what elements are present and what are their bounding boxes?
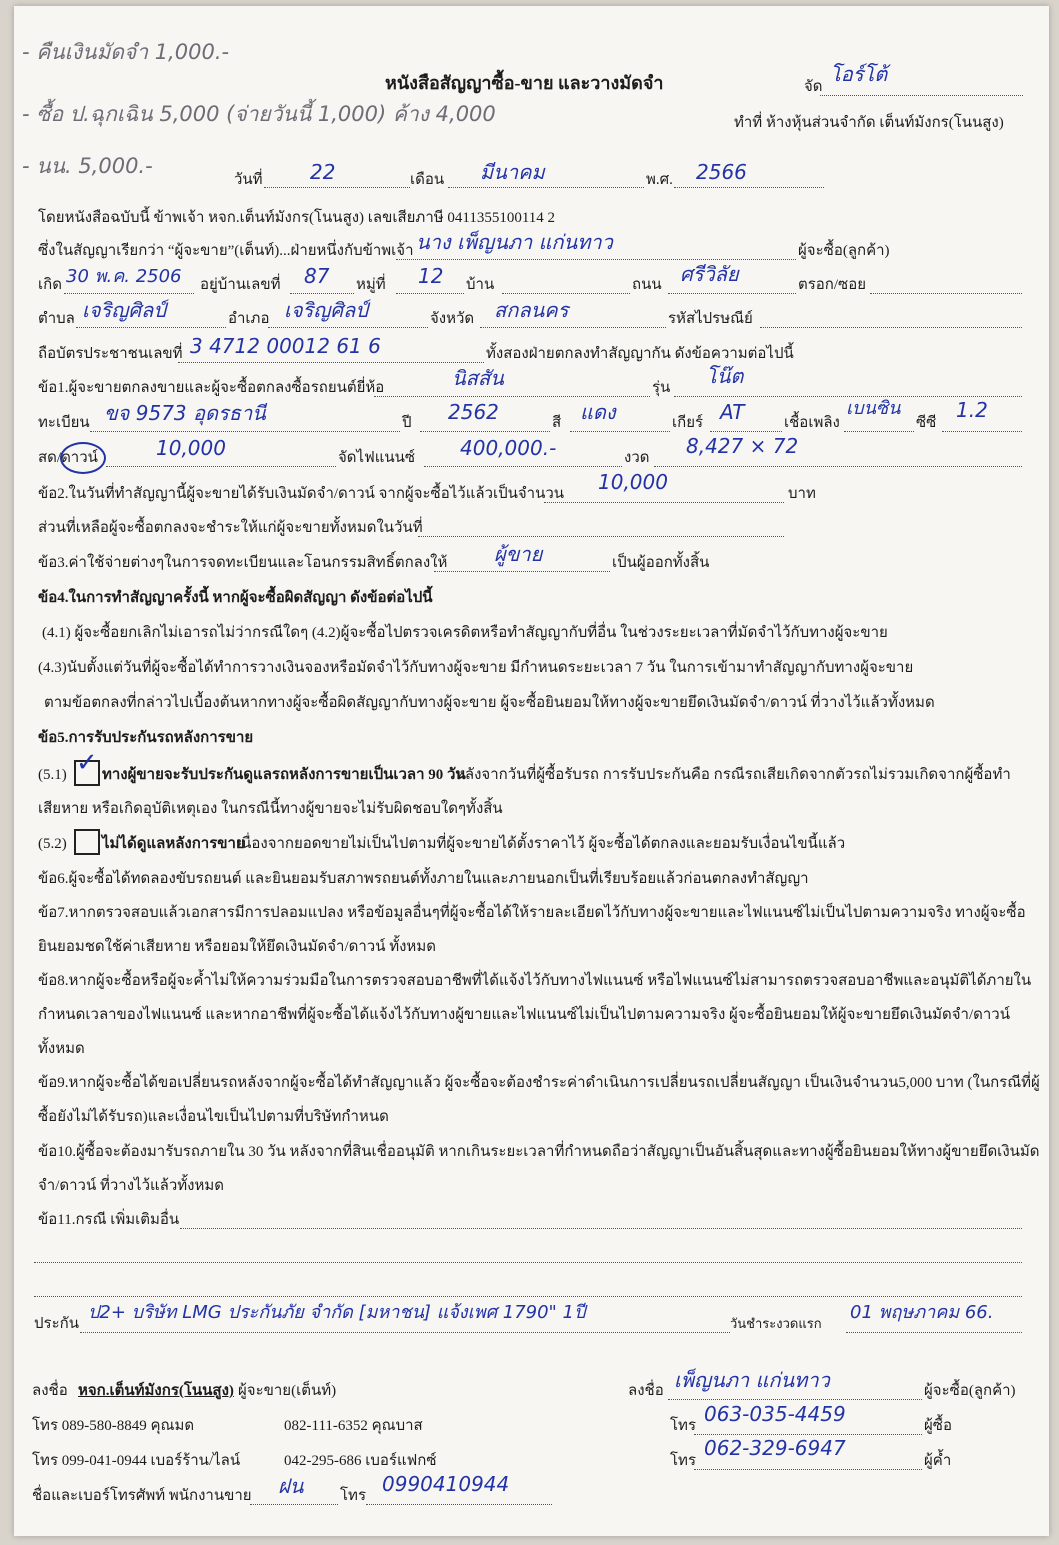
sales-label: ชื่อและเบอร์โทรศัพท์ พนักงานขาย (32, 1488, 252, 1504)
road-line (668, 293, 796, 294)
house-label: อยู่บ้านเลขที่ (200, 277, 281, 293)
first-payment-value: 01 พฤษภาคม 66. (850, 1302, 994, 1323)
clause8-line3: ทั้งหมด (38, 1041, 85, 1057)
moo-value: 12 (418, 264, 444, 288)
clause3-text: ข้อ3.ค่าใช้จ่ายต่างๆในการจดทะเบียนและโอนกรรมสิทธิ์ตกลงให้ (38, 555, 448, 571)
car-color: แดง (580, 400, 616, 424)
model-line (674, 396, 1022, 397)
first-payment-label: วันชำระงวดแรก (730, 1316, 822, 1331)
year-line (674, 187, 824, 188)
car-color-line (570, 431, 670, 432)
buyer-tel-line (694, 1434, 922, 1435)
reg-label: ทะเบียน (38, 415, 90, 431)
province-label: จังหวัด (430, 311, 475, 327)
sales-name: ฝน (278, 1474, 304, 1498)
clause5-option1-bold: ทางผู้ขายจะรับประกันดูแลรถหลังการขายเป็นเวลา 90 วัน (102, 767, 466, 783)
clause5-option1-line2: เสียหาย หรือเกิดอุบัติเหตุเอง ในกรณีนี้ทางผู้ขายจะไม่รับผิดชอบใดๆทั้งสิ้น (38, 801, 503, 817)
id-value: 3 4712 00012 61 6 (190, 334, 381, 358)
gear-label: เกียร์ (672, 415, 704, 431)
clause6-text: ข้อ6.ผู้จะซื้อได้ทดลองขับรถยนต์ และยินยอมรับสภาพรถยนต์ทั้งภายในและภายนอกเป็นที่เรียบร้อยแล้วก่อนตกลงทำสัญญา (38, 871, 809, 887)
sales-phone: 0990410944 (382, 1472, 510, 1496)
cc-value: 1.2 (956, 398, 988, 422)
down-circle-mark (60, 442, 106, 474)
clause2-text: ข้อ2.ในวันที่ทำสัญญานี้ผู้จะขายได้รับเงินมัดจำ/ดาวน์ จากผู้จะซื้อไว้แล้วเป็นจำนวน (38, 486, 565, 502)
clause2-amount-line (544, 502, 784, 503)
village-line (502, 293, 630, 294)
car-year-line (420, 431, 550, 432)
house-no: 87 (304, 264, 330, 288)
subdistrict-value: เจริญศิลป์ (82, 298, 166, 322)
shop-phone-2: 082-111-6352 คุณบาส (284, 1418, 423, 1434)
moo-label: หมู่ที่ (356, 277, 386, 293)
year-label: พ.ศ. (646, 172, 673, 188)
id-label: ถือบัตรประชาชนเลขที่ (38, 346, 183, 362)
margin-note-2: - ซื้อ ป.ฉุกเฉิน 5,000 (จ่ายวันนี้ 1,000) ค้าง 4,000 (22, 102, 496, 126)
clause11-line3 (34, 1296, 1022, 1297)
reg-line (90, 431, 400, 432)
down-line (106, 466, 336, 467)
born-line (64, 293, 194, 294)
sales-tel-label: โทร (340, 1488, 367, 1504)
buyer-suffix: ผู้จะซื้อ(ลูกค้า) (798, 243, 890, 259)
born-label: เกิด (38, 277, 62, 293)
seller-line: โดยหนังสือฉบับนี้ ข้าพเจ้า หจก.เต็นท์มังกร(โนนสูง) เลขเสียภาษี 0411355100114 2 (38, 210, 556, 226)
district-value: เจริญศิลป์ (284, 298, 368, 322)
postcode-line (760, 327, 1022, 328)
clause3-who: ผู้ขาย (494, 542, 543, 566)
inst-value: 8,427 × 72 (686, 434, 799, 458)
clause5-title: ข้อ5.การรับประกันรถหลังการขาย (38, 730, 254, 746)
seller-sign-name: หจก.เต็นท์มังกร(โนนสูง) (78, 1383, 234, 1399)
clause5-option2-rest: เนื่องจากยอดขายไม่เป็นไปตามที่ผู้จะขายได้ตั้งราคาไว้ ผู้จะซื้อได้ตกลงและยอมรับเงื่อนไขนี้แล้ว (236, 836, 846, 852)
insurance-value: ป2+ บริษัท LMG ประกันภัย จำกัด [มหาชน] แจ้งเพศ 1790" 1ปี (88, 1302, 586, 1323)
insurance-label: ประกัน (34, 1316, 79, 1332)
fuel-label: เชื้อเพลิง (784, 415, 840, 431)
alley-line (870, 293, 1022, 294)
made-at-line (820, 95, 1023, 96)
buyer-sign-prefix: ลงชื่อ (628, 1383, 664, 1399)
clause2-rest: ส่วนที่เหลือผู้จะซื้อตกลงจะชำระให้แก่ผู้จะขายทั้งหมดในวันที่ (38, 520, 423, 536)
finance-value: 400,000.- (460, 436, 557, 460)
car-year-label: ปี (402, 415, 412, 431)
guarantor-phone: 062-329-6947 (704, 1436, 846, 1460)
gear-value: AT (720, 400, 745, 424)
fuel-line (844, 431, 914, 432)
clause7-line1: ข้อ7.หากตรวจสอบแล้วเอกสารมีการปลอมแปลง หรือข้อมูลอื่นๆที่ผู้จะซื้อได้ให้รายละเอียดไว้กับทางผู้จะขายและไฟแนนซ์ไม่เป็นไปตามความจริง ทางผู้จะซื้อ (38, 905, 1026, 921)
clause11-line1 (180, 1228, 1022, 1229)
document-title: หนังสือสัญญาซื้อ-ขาย และวางมัดจำ (385, 73, 664, 93)
cc-label: ซีซี (916, 415, 937, 431)
clause8-line2: กำหนดเวลาของไฟแนนซ์ และหากอาชีพที่ผู้จะซื้อได้แจ้งไว้กับทางผู้ขายและไฟแนนซ์ไม่เป็นไปตามความจริง ผู้จะซื้อยินยอมให้ผู้จะขายยึดเงินมัดจำ/ดาวน์ (38, 1007, 1010, 1023)
brand-line (374, 396, 650, 397)
clause8-line1: ข้อ8.หากผู้จะซื้อหรือผู้จะค้ำไม่ให้ความร่วมมือในการตรวจสอบอาชีพที่ได้แจ้งไว้กับทางไฟแนนซ์ หรือไฟแนนซ์ไม่สามารถตรวจสอบอาชีพและอนุมัติได้ภายใน (38, 973, 1032, 989)
finance-label: จัดไฟแนนซ์ (338, 450, 416, 466)
inst-label: งวด (624, 450, 650, 466)
car-model: โน๊ต (706, 364, 744, 388)
model-label: รุ่น (652, 380, 671, 396)
clause4-line1: (4.1) ผู้จะซื้อยกเลิกไม่เอารถไม่ว่ากรณีใดๆ (4.2)ผู้จะซื้อไปตรวจเครดิตหรือทำสัญญากับที่อื่น ในช่วงระยะเวลาที่มัดจำไว้กับทางผู้จะขาย (42, 625, 888, 641)
month-value: มีนาคม (480, 160, 545, 184)
guarantor-tel-line (694, 1469, 922, 1470)
margin-note-3: - นน. 5,000.- (22, 154, 153, 178)
insurance-line (80, 1332, 730, 1333)
fuel-value: เบนซิน (846, 398, 901, 419)
buyer-tel-label: โทร (670, 1418, 697, 1434)
road-label: ถนน (632, 277, 662, 293)
house-line (290, 293, 354, 294)
gear-line (710, 431, 782, 432)
road-value: ศรีวิลัย (680, 262, 739, 286)
buyer-intro: ซึ่งในสัญญาเรียกว่า “ผู้จะขาย”(เต็นท์)...ฝ่ายหนึ่งกับข้าพเจ้า (38, 243, 414, 259)
clause9-line1: ข้อ9.หากผู้จะซื้อได้ขอเปลี่ยนรถหลังจากผู้จะซื้อได้ทำสัญญาแล้ว ผู้จะซื้อจะต้องชำระค่าดำเนินการเปลี่ยนรถเปลี่ยนสัญญา เป็นเงินจำนวน5,000 บาท (ในกรณีที่ผู้ (38, 1075, 1040, 1091)
clause7-line2: ยินยอมชดใช้ค่าเสียหาย หรือยอมให้ยึดเงินมัดจำ/ดาวน์ ทั้งหมด (38, 939, 436, 955)
shop-phone-1: โทร 089-580-8849 คุณมด (32, 1418, 195, 1434)
margin-note-1: - คืนเงินมัดจำ 1,000.- (22, 40, 230, 64)
district-line (268, 327, 428, 328)
guarantor-phone-role: ผู้ค้ำ (924, 1453, 952, 1469)
id-line (178, 362, 484, 363)
clause3-line (434, 571, 610, 572)
seller-sign-prefix: ลงชื่อ (32, 1383, 68, 1399)
subdistrict-line (76, 327, 226, 328)
clause2-date-line (418, 536, 784, 537)
clause2-unit: บาท (788, 486, 816, 502)
id-suffix: ทั้งสองฝ่ายตกลงทำสัญญากัน ดังข้อความต่อไปนี้ (486, 346, 794, 362)
first-payment-line (846, 1332, 1022, 1333)
place-text: ทำที่ ห้างหุ้นส่วนจำกัด เต็นท์มังกร(โนนสูง) (734, 115, 1004, 131)
district-label: อำเภอ (228, 311, 270, 327)
buyer-signature: เพ็ญนภา แก่นทาว (674, 1368, 830, 1392)
buyer-name: นาง เพ็ญนภา แก่นทาว (416, 230, 613, 254)
born-value: 30 พ.ค. 2506 (66, 266, 182, 287)
clause1-text: ข้อ1.ผู้จะขายตกลงขายและผู้จะซื้อตกลงซื้อรถยนต์ยี่ห้อ (38, 380, 385, 396)
shop-phone-3: โทร 099-041-0944 เบอร์ร้าน/ไลน์ (32, 1453, 241, 1469)
clause4-title: ข้อ4.ในการทำสัญญาครั้งนี้ หากผู้จะซื้อผิดสัญญา ดังข้อต่อไปนี้ (38, 590, 433, 606)
month-line (448, 187, 644, 188)
clause10-line1: ข้อ10.ผู้ซื้อจะต้องมารับรถภายใน 30 วัน หลังจากที่สินเชื่ออนุมัติ หากเกินระยะเวลาที่กำหนดถือว่าสัญญาเป็นอันสิ้นสุดและทางผู้ซื้อยินยอมให้ทางผู้ขายยึดเงินมัด (38, 1144, 1040, 1160)
car-year: 2562 (448, 400, 499, 424)
seller-sign-role: ผู้จะขาย(เต็นท์) (238, 1383, 337, 1399)
buyer-phone: 063-035-4459 (704, 1402, 846, 1426)
province-value: สกลนคร (494, 298, 569, 322)
made-at-value: โอร์โต้ (830, 62, 888, 86)
clause5-option1-rest: หลังจากวันที่ผู้ซื้อรับรถ การรับประกันคือ กรณีรถเสียเกิดจากตัวรถไม่รวมเกิดจากผู้ซื้อทำ (455, 767, 1011, 783)
inst-line (654, 466, 1022, 467)
buyer-phone-role: ผู้ซื้อ (924, 1418, 952, 1434)
check-icon: ✓ (76, 748, 98, 778)
guarantor-tel-label: โทร (670, 1453, 697, 1469)
buyer-name-line (396, 259, 796, 260)
alley-label: ตรอก/ซอย (798, 277, 867, 293)
buyer-sign-line (668, 1399, 922, 1400)
clause11-text: ข้อ11.กรณี เพิ่มเติมอื่น (38, 1212, 180, 1228)
clause11-line2 (34, 1262, 1022, 1263)
clause9-line2: ซื้อยังไม่ได้รับรถ)และเงื่อนไขเป็นไปตามที่บริษัทกำหนด (38, 1109, 389, 1125)
day-label: วันที่ (234, 172, 263, 188)
province-line (480, 327, 666, 328)
clause4-line3: ตามข้อตกลงที่กล่าวไปเบื้องต้นหากทางผู้จะซื้อผิดสัญญากับทางผู้จะขาย ผู้จะซื้อยินยอมให้ทางผู้จะขายยึดเงินมัดจำ/ดาวน์ ที่วางไว้แล้วทั้งหมด (44, 695, 935, 711)
car-color-label: สี (552, 415, 562, 431)
down-label: สด/ดาวน์ (38, 450, 98, 466)
shop-phone-4: 042-295-686 เบอร์แฟกซ์ (284, 1453, 437, 1469)
day-value: 22 (310, 160, 336, 184)
clause5-option2-bold: ไม่ได้ดูแลหลังการขาย (102, 836, 245, 852)
postcode-label: รหัสไปรษณีย์ (668, 311, 753, 327)
day-line (264, 187, 410, 188)
clause4-line2: (4.3)นับตั้งแต่วันที่ผู้จะซื้อได้ทำการวางเงินจองหรือมัดจำไว้กับทางผู้จะขาย มีกำหนดระยะเวลา 7 วัน ในการเข้ามาทำสัญญากับทางผู้จะขาย (38, 660, 914, 676)
clause3-suffix: เป็นผู้ออกทั้งสิ้น (612, 555, 710, 571)
year-value: 2566 (696, 160, 747, 184)
cc-line (942, 431, 1022, 432)
sales-tel-line (366, 1504, 552, 1505)
down-value: 10,000 (156, 436, 226, 460)
sales-name-line (250, 1504, 338, 1505)
clause5-option1-no: (5.1) (38, 767, 67, 783)
made-at-label: จัด (804, 79, 823, 95)
clause5-option2-no: (5.2) (38, 836, 67, 852)
contract-paper (14, 6, 1049, 1536)
car-brand: นิสสัน (452, 366, 504, 390)
month-label: เดือน (410, 172, 445, 188)
finance-line (424, 466, 622, 467)
car-reg: ขจ 9573 อุดรธานี (104, 401, 266, 425)
clause5-option2-checkbox[interactable] (74, 829, 100, 855)
subdistrict-label: ตำบล (38, 311, 75, 327)
village-label: บ้าน (466, 277, 495, 293)
clause2-amount: 10,000 (598, 470, 668, 494)
moo-line (396, 293, 464, 294)
buyer-sign-role: ผู้จะซื้อ(ลูกค้า) (924, 1383, 1016, 1399)
clause10-line2: จำ/ดาวน์ ที่วางไว้แล้วทั้งหมด (38, 1178, 225, 1194)
